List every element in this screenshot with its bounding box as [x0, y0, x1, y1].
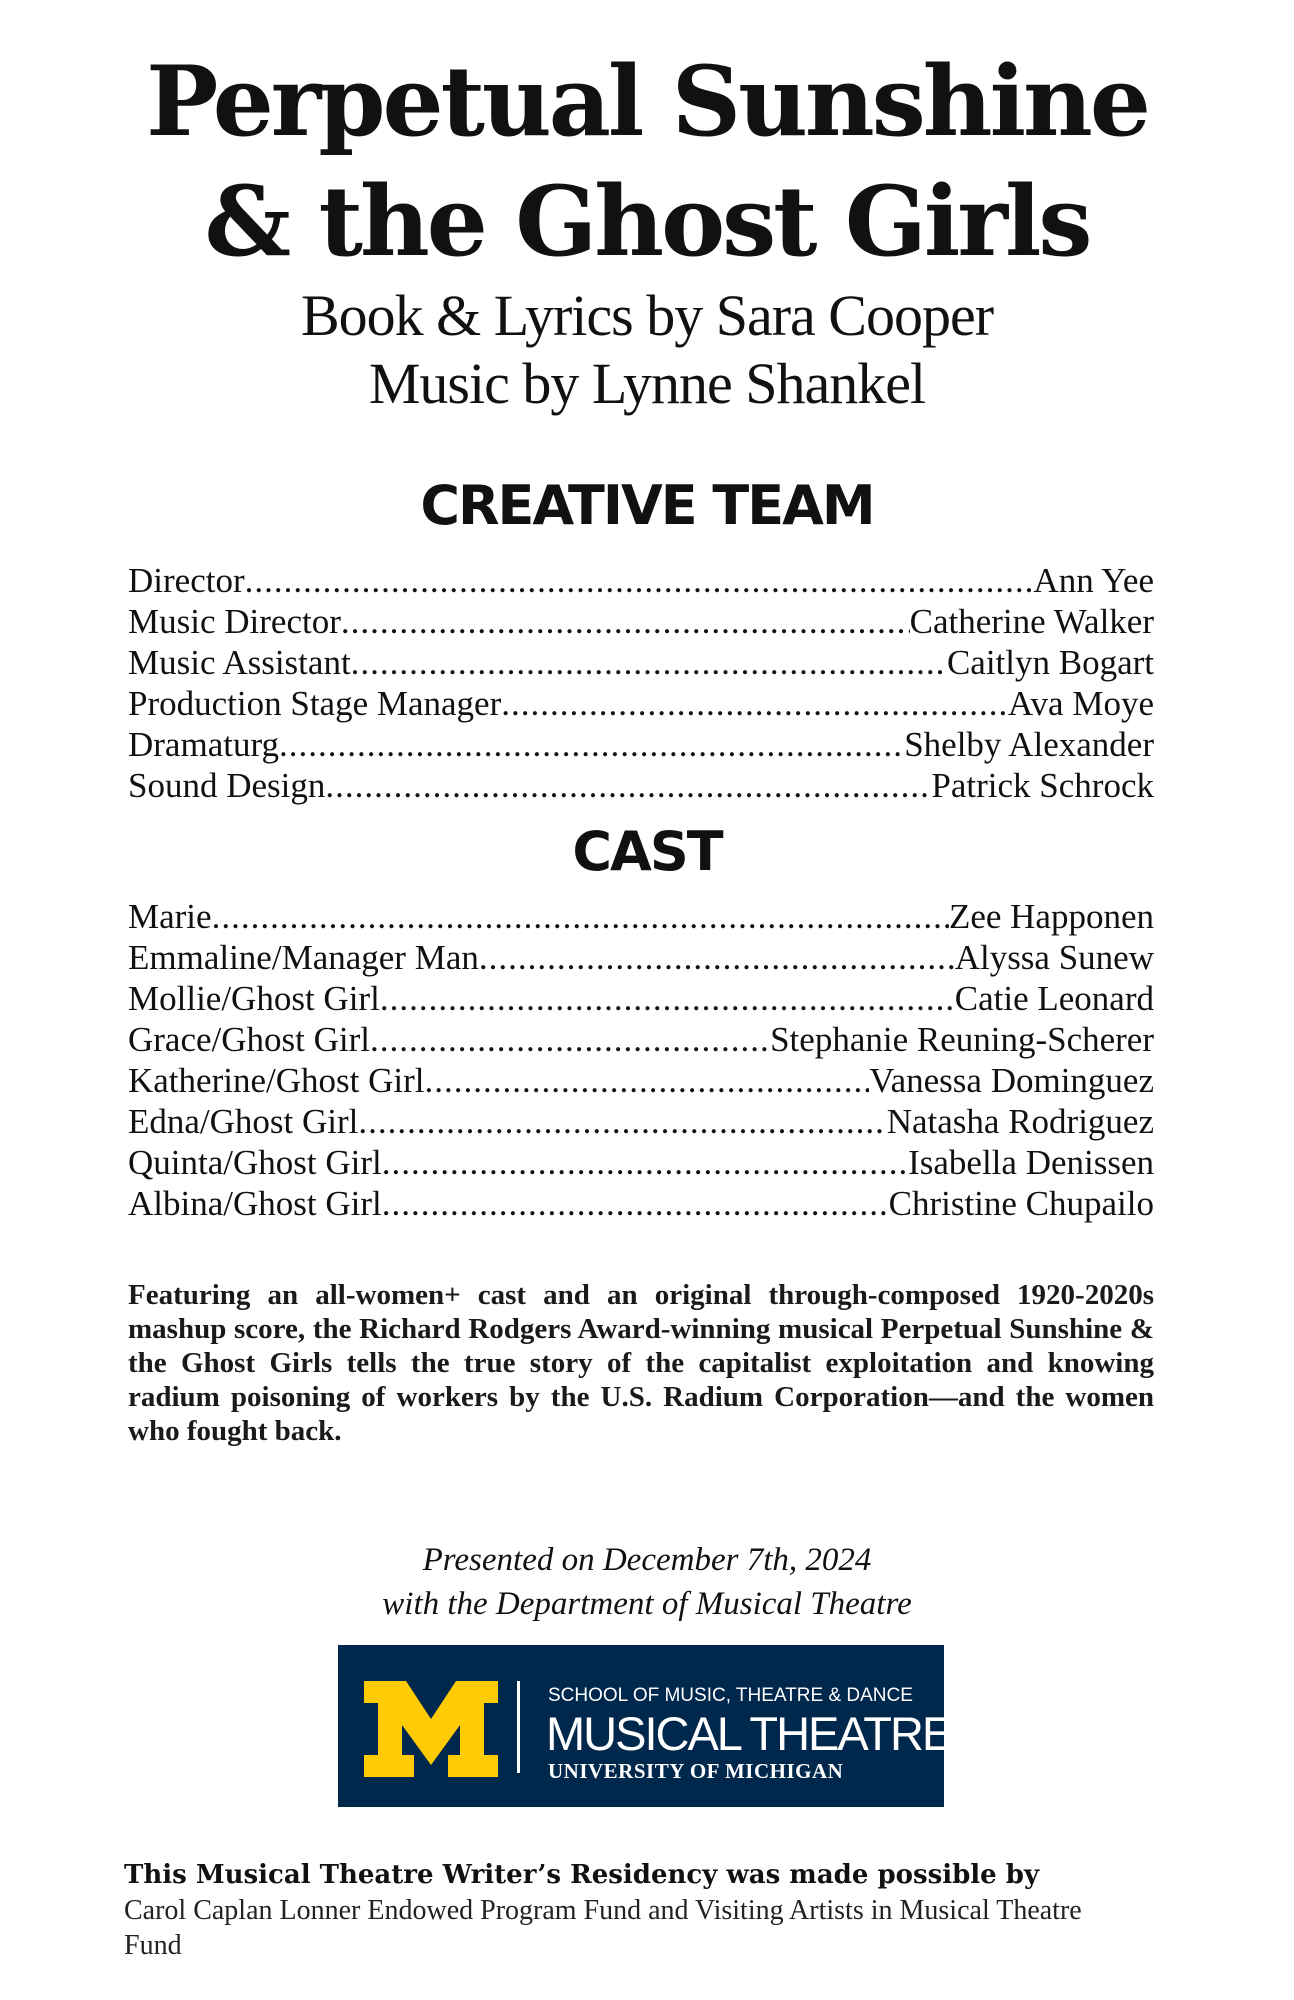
credit-row [128, 724, 1154, 765]
creative-team-list [128, 560, 1154, 806]
dot-leader [279, 724, 904, 765]
dot-leader [479, 937, 955, 978]
cast-name: Zee Happonen [948, 897, 1154, 936]
cast-name: Isabella Denissen [908, 1143, 1154, 1182]
cast-role: Grace/Ghost Girl [128, 1020, 371, 1059]
cast-role: Marie [128, 897, 212, 936]
book-lyrics-credit: Book & Lyrics by Sara Cooper [300, 283, 994, 348]
credit-name: Ann Yee [1033, 561, 1154, 600]
cast-name: Stephanie Reuning-Scherer [770, 1020, 1154, 1059]
creative-team-heading: CREATIVE TEAM [420, 474, 874, 537]
cast-role: Albina/Ghost Girl [128, 1184, 382, 1223]
credit-role: Dramaturg [128, 725, 279, 764]
dot-leader [212, 896, 949, 937]
credit-name: Ava Moye [1007, 684, 1154, 723]
credit-role: Production Stage Manager [128, 684, 502, 723]
cast-row [128, 978, 1154, 1019]
title-line-2: & the Ghost Girls [204, 165, 1090, 278]
dot-leader [351, 642, 947, 683]
presented-note [0, 1538, 1294, 1626]
cast-role: Quinta/Ghost Girl [128, 1143, 382, 1182]
dot-leader [380, 978, 955, 1019]
credit-row [128, 642, 1154, 683]
music-credit: Music by Lynne Shankel [368, 351, 926, 416]
credit-row [128, 560, 1154, 601]
residency-funding-text: Carol Caplan Lonner Endowed Program Fund and Visiting Artists in Musical Theatre Fund [124, 1895, 1082, 1961]
presented-date: Presented on December 7th, 2024 [422, 1542, 872, 1578]
show-description: Featuring an all-women+ cast and an original through-composed 1920-2020s mashup score, the Richard Rodgers Award-winning musical Perpetual Sunshine & the Ghost Girls tells the true story of the capitalist exploitation and knowing radium poisoning of workers by the U.S. Radium Corporation—and the women who fought back. [128, 1279, 1154, 1447]
credit-role: Music Assistant [128, 643, 351, 682]
credit-role: Music Director [128, 602, 341, 641]
cast-role: Katherine/Ghost Girl [128, 1061, 425, 1100]
cast-name: Catie Leonard [954, 979, 1154, 1018]
cast-row [128, 1060, 1154, 1101]
cast-row [128, 896, 1154, 937]
credit-name: Patrick Schrock [931, 766, 1154, 805]
cast-role: Emmaline/Manager Man [128, 938, 479, 977]
cast-row [128, 1019, 1154, 1060]
credit-row [128, 601, 1154, 642]
logo-school-name: SCHOOL OF MUSIC, THEATRE & DANCE [548, 1685, 913, 1706]
show-title [0, 42, 1294, 282]
credit-row [128, 683, 1154, 724]
block-m-icon [364, 1681, 498, 1777]
cast-row [128, 937, 1154, 978]
dot-leader [341, 601, 910, 642]
dot-leader [382, 1142, 908, 1183]
cast-row [128, 1101, 1154, 1142]
cast-name: Vanessa Dominguez [869, 1061, 1154, 1100]
title-line-1: Perpetual Sunshine [146, 45, 1148, 158]
cast-role: Edna/Ghost Girl [128, 1102, 359, 1141]
cast-name: Christine Chupailo [888, 1184, 1154, 1223]
authorship-credits [0, 282, 1294, 418]
dot-leader [245, 560, 1034, 601]
cast-name: Alyssa Sunew [954, 938, 1154, 977]
cast-name: Natasha Rodriguez [886, 1102, 1154, 1141]
dot-leader [424, 1060, 869, 1101]
cast-row [128, 1183, 1154, 1224]
residency-heading: This Musical Theatre Writer’s Residency was made possible by [124, 1860, 1040, 1890]
dot-leader [325, 765, 931, 806]
cast-role: Mollie/Ghost Girl [128, 979, 380, 1018]
cast-row [128, 1142, 1154, 1183]
credit-role: Director [128, 561, 245, 600]
dot-leader [370, 1019, 770, 1060]
dot-leader [358, 1101, 886, 1142]
dot-leader [501, 683, 1008, 724]
dot-leader [382, 1183, 889, 1224]
credit-name: Catherine Walker [909, 602, 1154, 641]
credit-role: Sound Design [128, 766, 326, 805]
credit-name: Caitlyn Bogart [946, 643, 1154, 682]
umich-musical-theatre-logo [338, 1645, 952, 1807]
logo-divider [517, 1681, 520, 1773]
logo-department-name: MUSICAL THEATRE [546, 1707, 952, 1760]
credit-row [128, 765, 1154, 806]
logo-university-name: UNIVERSITY OF MICHIGAN [548, 1759, 844, 1783]
cast-list [128, 896, 1154, 1224]
presented-department: with the Department of Musical Theatre [382, 1586, 912, 1622]
credit-name: Shelby Alexander [904, 725, 1154, 764]
cast-heading: CAST [572, 820, 722, 883]
